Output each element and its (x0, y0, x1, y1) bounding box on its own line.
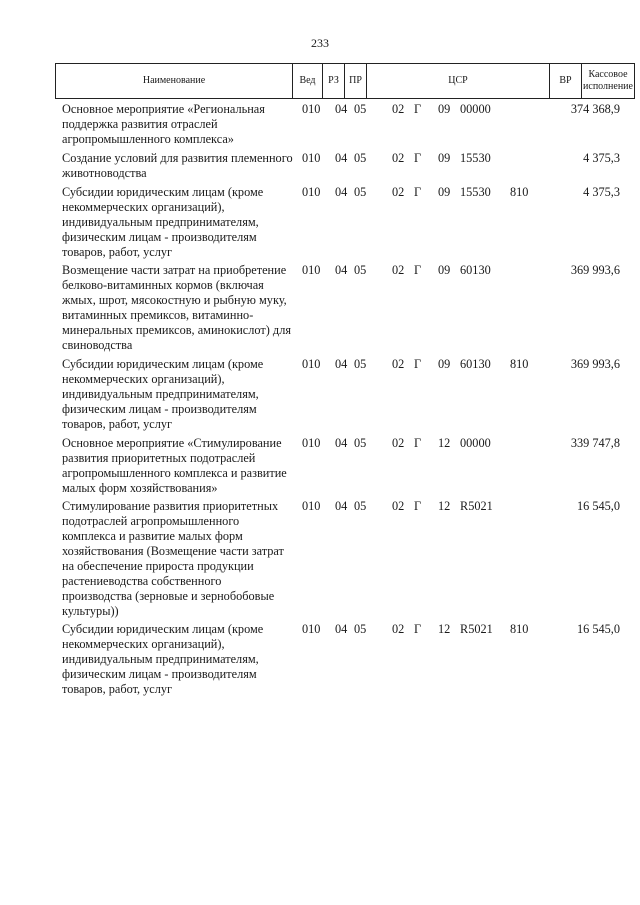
row-pr: 05 (354, 357, 367, 371)
row-csr-subprogram: Г (414, 263, 422, 277)
row-csr-direction: 15530 (460, 151, 491, 165)
row-rz: 04 (335, 357, 348, 371)
row-csr-program: 02 (392, 622, 405, 636)
row-csr-program: 02 (392, 151, 405, 165)
row-name: Субсидии юридическим лицам (кроме некоммерческих организаций), индивидуальным предпринимателям, физическим лицам - производителям товаров, работ, услуг (62, 622, 264, 696)
row-csr-subprogram: Г (414, 185, 422, 199)
row-csr-program: 02 (392, 357, 405, 371)
row-amount: 4 375,3 (583, 185, 620, 199)
row-pr: 05 (354, 436, 367, 450)
row-rz: 04 (335, 151, 348, 165)
row-csr-direction: 60130 (460, 357, 491, 371)
table-row (62, 499, 622, 619)
row-csr-program: 02 (392, 185, 405, 199)
row-name: Создание условий для развития племенного животноводства (62, 151, 293, 180)
row-amount: 4 375,3 (583, 151, 620, 165)
row-csr-program: 02 (392, 499, 405, 513)
table-row (62, 436, 622, 496)
header-amount: Кассовое исполнение (582, 64, 635, 99)
row-name: Основное мероприятие «Стимулирование развития приоритетных подотраслей агропромышленного комплекса и развитие малых форм хозяйствования» (62, 436, 287, 495)
header-vr: ВР (550, 64, 582, 99)
row-csr-subprogram: Г (414, 622, 422, 636)
row-pr: 05 (354, 263, 367, 277)
row-csr-program: 02 (392, 436, 405, 450)
row-csr-event: 12 (438, 436, 451, 450)
row-rz: 04 (335, 499, 348, 513)
row-vr: 810 (510, 357, 529, 371)
row-amount: 374 368,9 (570, 102, 620, 116)
row-ved: 010 (302, 499, 321, 513)
row-csr-event: 09 (438, 102, 451, 116)
row-csr-subprogram: Г (414, 436, 422, 450)
table-header (55, 63, 635, 99)
row-amount: 369 993,6 (570, 263, 620, 277)
row-csr-subprogram: Г (414, 151, 422, 165)
row-ved: 010 (302, 436, 321, 450)
row-rz: 04 (335, 622, 348, 636)
row-vr: 810 (510, 622, 529, 636)
row-ved: 010 (302, 185, 321, 199)
row-csr-event: 09 (438, 151, 451, 165)
row-ved: 010 (302, 151, 321, 165)
row-name: Стимулирование развития приоритетных подотраслей агропромышленного комплекса и развитие малых форм хозяйствования (Возмещение части затрат на обеспечение прироста продукции растениеводства собственного производства (зерновые и зернобобовые культуры)) (62, 499, 284, 618)
row-csr-event: 09 (438, 357, 451, 371)
table-row (62, 357, 622, 432)
header-rz: РЗ (323, 64, 345, 99)
row-ved: 010 (302, 357, 321, 371)
row-csr-direction: R5021 (460, 499, 493, 513)
row-csr-event: 12 (438, 499, 451, 513)
row-pr: 05 (354, 102, 367, 116)
row-vr: 810 (510, 185, 529, 199)
row-csr-event: 09 (438, 263, 451, 277)
row-csr-program: 02 (392, 102, 405, 116)
row-pr: 05 (354, 185, 367, 199)
table-row (62, 263, 622, 353)
row-rz: 04 (335, 263, 348, 277)
row-csr-direction: 60130 (460, 263, 491, 277)
row-rz: 04 (335, 436, 348, 450)
row-csr-subprogram: Г (414, 357, 422, 371)
header-pr: ПР (345, 64, 367, 99)
row-amount: 16 545,0 (576, 499, 620, 513)
row-csr-program: 02 (392, 263, 405, 277)
row-pr: 05 (354, 499, 367, 513)
page-number: 233 (311, 36, 329, 50)
row-pr: 05 (354, 151, 367, 165)
row-csr-event: 09 (438, 185, 451, 199)
header-ved: Вед (293, 64, 323, 99)
row-amount: 369 993,6 (570, 357, 620, 371)
row-name: Возмещение части затрат на приобретение белково-витаминных кормов (включая жмых, шрот, мясокостную и рыбную муку, витаминных премиксов, витаминно-минеральных премиксов, аминокислот) для свиноводства (62, 263, 291, 352)
row-ved: 010 (302, 102, 321, 116)
row-amount: 16 545,0 (576, 622, 620, 636)
row-name: Субсидии юридическим лицам (кроме некоммерческих организаций), индивидуальным предпринимателям, физическим лицам - производителям товаров, работ, услуг (62, 185, 264, 259)
row-csr-direction: R5021 (460, 622, 493, 636)
row-csr-direction: 00000 (460, 102, 491, 116)
row-csr-subprogram: Г (414, 102, 422, 116)
row-name: Субсидии юридическим лицам (кроме некоммерческих организаций), индивидуальным предпринимателям, физическим лицам - производителям товаров, работ, услуг (62, 357, 264, 431)
row-rz: 04 (335, 102, 348, 116)
row-csr-event: 12 (438, 622, 451, 636)
table-row (62, 102, 622, 147)
table-row (62, 185, 622, 260)
row-pr: 05 (354, 622, 367, 636)
table-body (62, 102, 622, 697)
row-rz: 04 (335, 185, 348, 199)
row-csr-direction: 00000 (460, 436, 491, 450)
table-row (62, 151, 622, 181)
row-ved: 010 (302, 622, 321, 636)
row-name: Основное мероприятие «Региональная поддержка развития отраслей агропромышленного комплекса» (62, 102, 265, 146)
row-ved: 010 (302, 263, 321, 277)
row-amount: 339 747,8 (570, 436, 620, 450)
row-csr-subprogram: Г (414, 499, 422, 513)
header-name: Наименование (56, 64, 293, 99)
table-row (62, 622, 622, 697)
row-csr-direction: 15530 (460, 185, 491, 199)
header-csr: ЦСР (367, 64, 550, 99)
